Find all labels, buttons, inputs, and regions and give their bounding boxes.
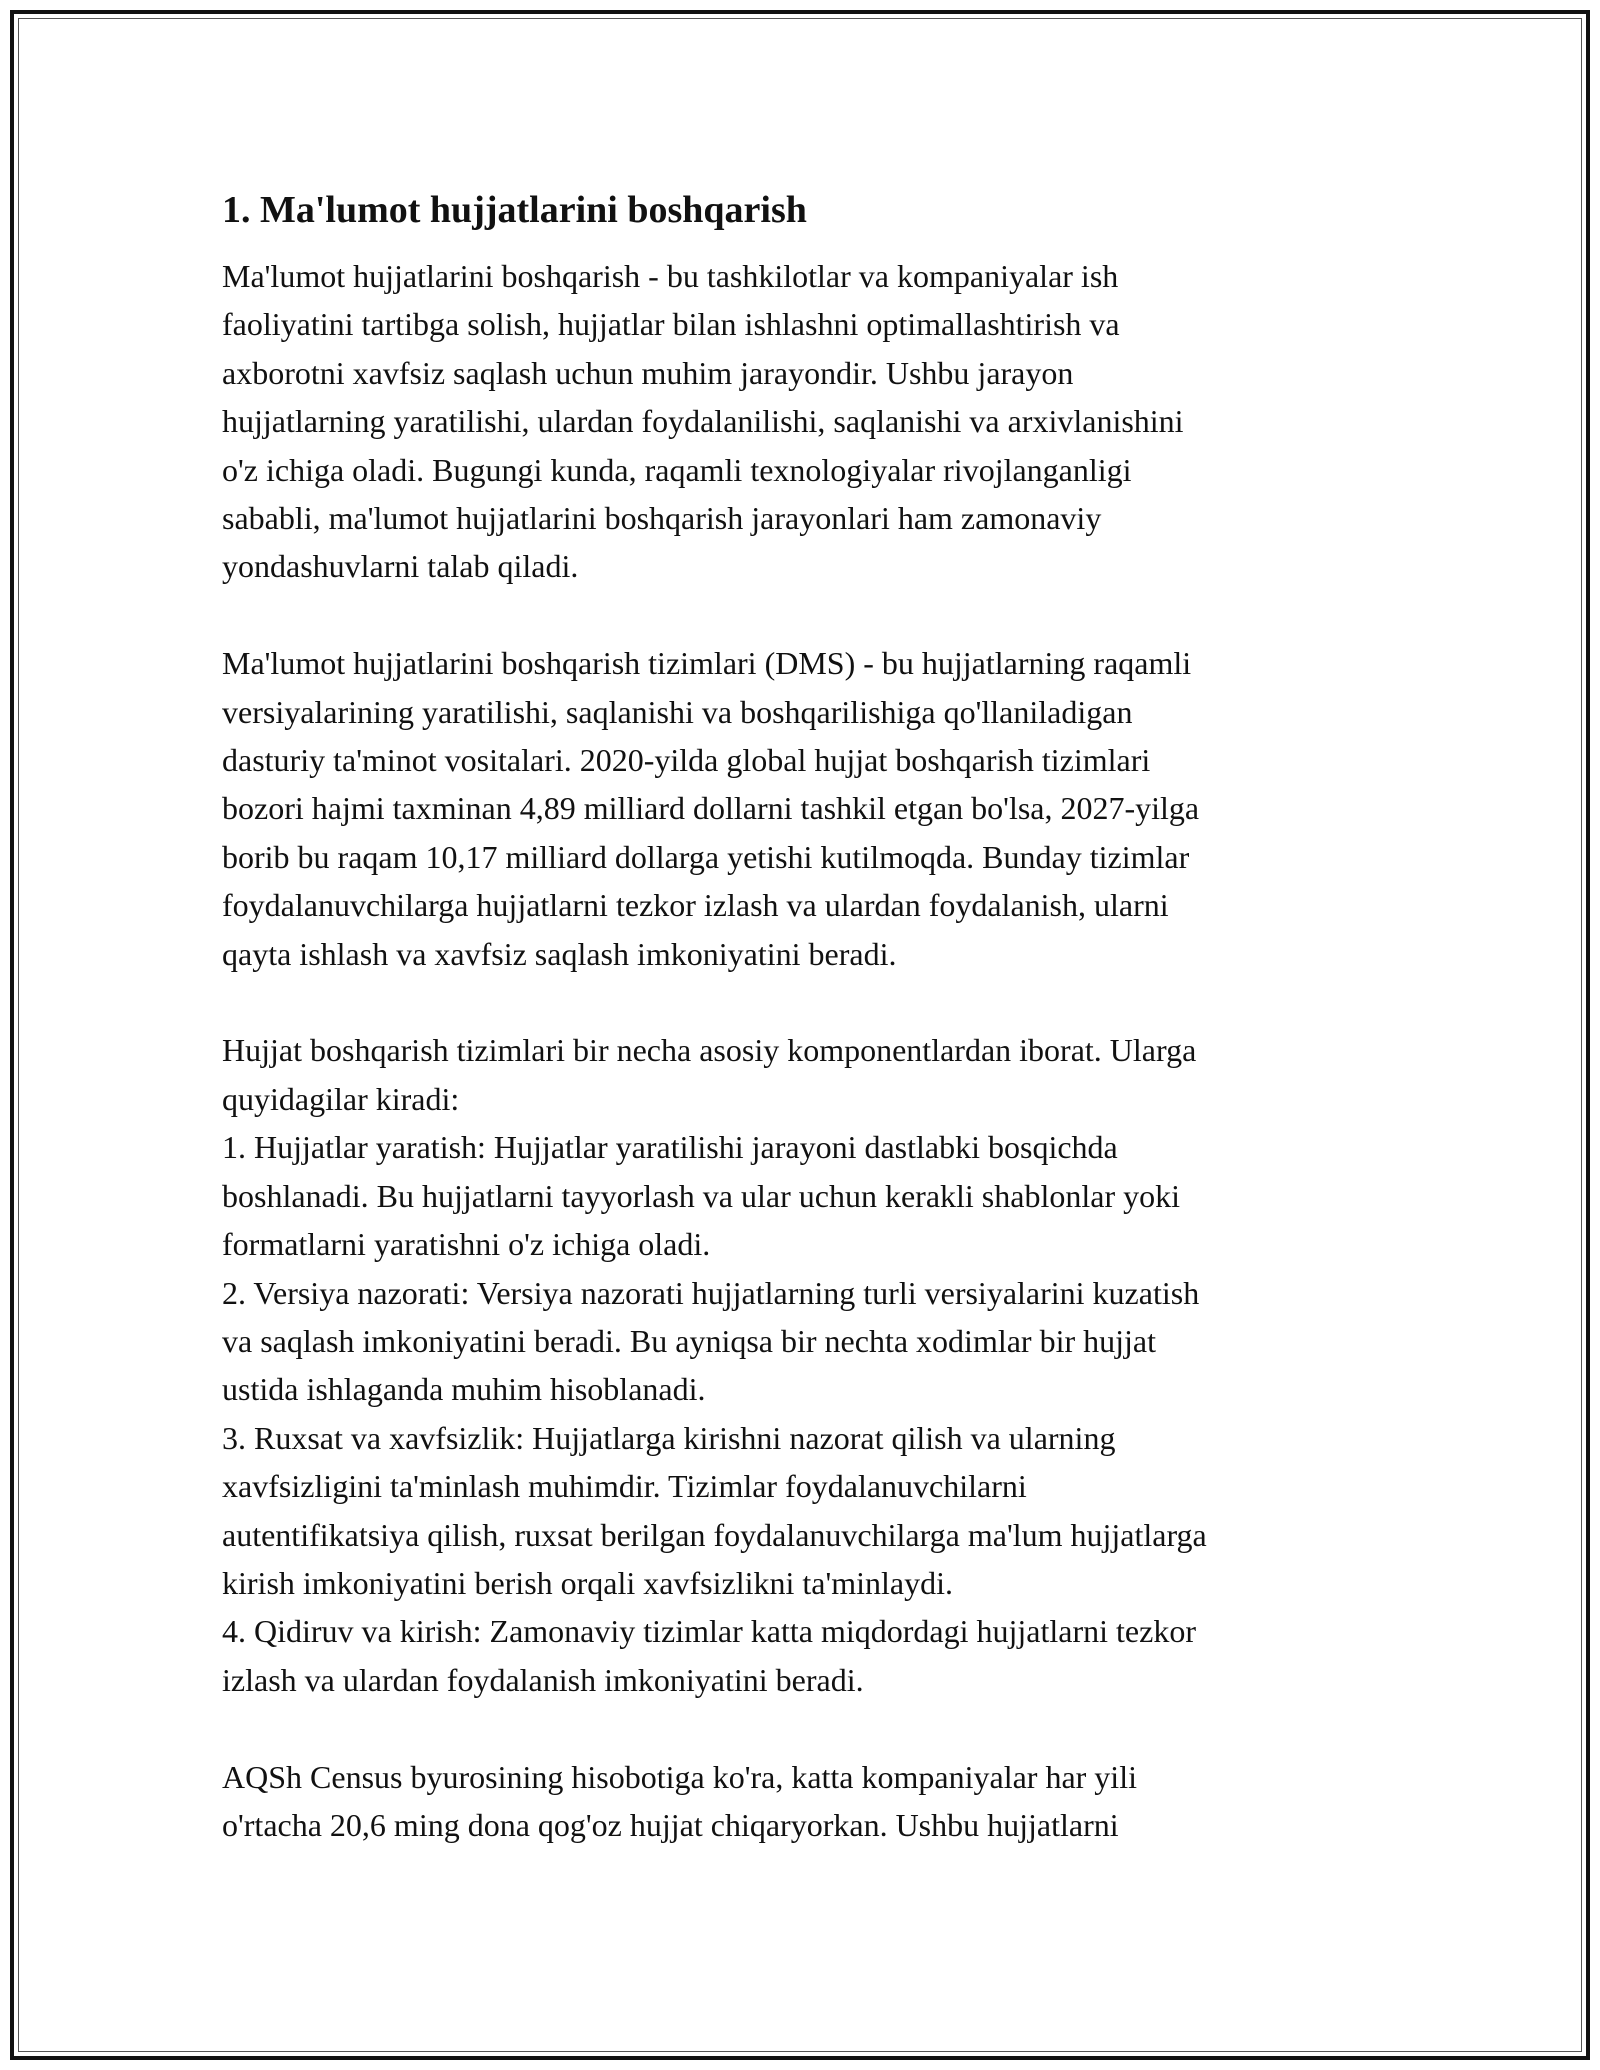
paragraph-components [222,1026,1372,1704]
paragraph-dms [222,639,1372,978]
text-line: axborotni xavfsiz saqlash uchun muhim jarayondir. Ushbu jarayon [222,354,1074,391]
text-line: versiyalarining yaratilishi, saqlanishi va boshqarilishiga qo'llaniladigan [222,693,1133,730]
text-line: foydalanuvchilarga hujjatlarni tezkor izlash va ulardan foydalanish, ularni [222,887,1169,924]
text-line: o'z ichiga oladi. Bugungi kunda, raqamli texnologiyalar rivojlanganligi [222,451,1132,488]
text-line: autentifikatsiya qilish, ruxsat berilgan foydalanuvchilarga ma'lum hujjatlarga [222,1516,1207,1553]
text-line: faoliyatini tartibga solish, hujjatlar bilan ishlashni optimallashtirish va [222,306,1120,343]
paragraph-gap [222,591,1372,639]
document-title: 1. Ma'lumot hujjatlarini boshqarish [222,189,807,231]
text-line: qayta ishlash va xavfsiz saqlash imkoniyatini beradi. [222,935,897,972]
paragraph-gap [222,978,1372,1026]
text-line: quyidagilar kiradi: [222,1080,460,1117]
text-line: Ma'lumot hujjatlarini boshqarish - bu tashkilotlar va kompaniyalar ish [222,258,1119,294]
paragraph-gap [222,1704,1372,1752]
text-line: hujjatlarning yaratilishi, ulardan foydalanilishi, saqlanishi va arxivlanishini [222,403,1184,440]
text-line: borib bu raqam 10,17 milliard dollarga yetishi kutilmoqda. Bunday tizimlar [222,838,1190,875]
list-item: 3. Ruxsat va xavfsizlik: Hujjatlarga kirishni nazorat qilish va ularning [222,1419,1116,1456]
text-line: bozori hajmi taxminan 4,89 milliard dollarni tashkil etgan bo'lsa, 2027-yilga [222,790,1200,827]
text-line: va saqlash imkoniyatini beradi. Bu ayniqsa bir nechta xodimlar bir hujjat [222,1322,1156,1359]
list-item: 1. Hujjatlar yaratish: Hujjatlar yaratilishi jarayoni dastlabki bosqichda [222,1129,1118,1166]
paragraph-intro [222,252,1372,591]
text-line: Hujjat boshqarish tizimlari bir necha asosiy komponentlardan iborat. Ularga [222,1032,1197,1069]
text-line: o'rtacha 20,6 ming dona qog'oz hujjat chiqaryorkan. Ushbu hujjatlarni [222,1806,1119,1843]
list-item: 4. Qidiruv va kirish: Zamonaviy tizimlar katta miqdordagi hujjatlarni tezkor [222,1613,1196,1650]
text-line: xavfsizligini ta'minlash muhimdir. Tizimlar foydalanuvchilarni [222,1468,1027,1505]
text-line: dasturiy ta'minot vositalari. 2020-yilda global hujjat boshqarish tizimlari [222,742,1151,779]
text-line: sababli, ma'lumot hujjatlarini boshqarish jarayonlari ham zamonaviy [222,500,1102,537]
text-line: formatlarni yaratishni o'z ichiga oladi. [222,1226,711,1263]
document-body [222,186,1372,1849]
text-line: Ma'lumot hujjatlarini boshqarish tizimlari (DMS) - bu hujjatlarning raqamli [222,645,1192,682]
text-line: izlash va ulardan foydalanish imkoniyatini beradi. [222,1661,864,1698]
text-line: AQSh Census byurosining hisobotiga ko'ra, katta kompaniyalar har yili [222,1758,1137,1795]
paragraph-census [222,1753,1372,1850]
text-line: kirish imkoniyatini berish orqali xavfsizlikni ta'minlaydi. [222,1564,953,1601]
text-line: ustida ishlaganda muhim hisoblanadi. [222,1371,706,1408]
text-line: boshlanadi. Bu hujjatlarni tayyorlash va ular uchun kerakli shablonlar yoki [222,1177,1180,1214]
text-line: yondashuvlarni talab qiladi. [222,548,579,585]
list-item: 2. Versiya nazorati: Versiya nazorati hujjatlarning turli versiyalarini kuzatish [222,1274,1200,1311]
